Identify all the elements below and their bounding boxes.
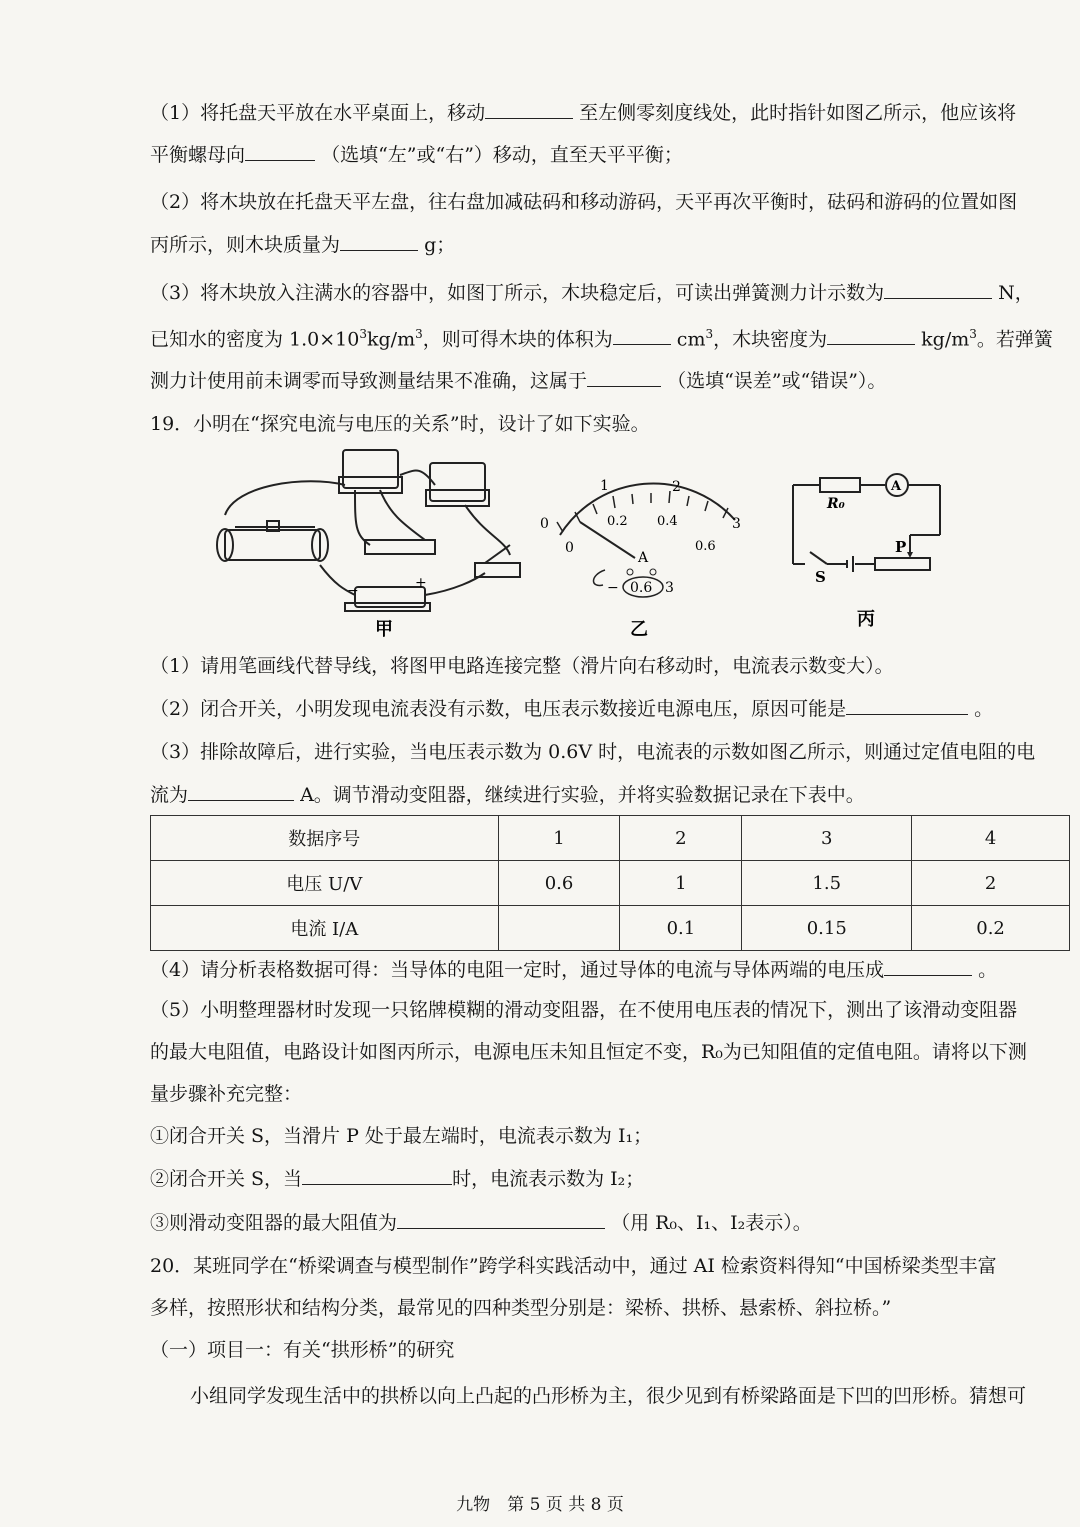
scale-top-0: 0 — [540, 516, 549, 532]
text: cm — [676, 328, 706, 351]
superscript: 3 — [359, 327, 367, 341]
q19-step3 — [150, 1208, 812, 1237]
text: （5）小明整理器材时发现一只铭牌模糊的滑动变阻器，在不使用电压表的情况下，测出了该滑动变阻器 — [150, 999, 1018, 1021]
answer-blank[interactable] — [827, 324, 915, 345]
table-cell: 1 — [620, 861, 742, 906]
figure-jia-apparatus — [205, 445, 535, 645]
text: （用 R₀、I₁、I₂表示）。 — [611, 1212, 812, 1234]
voltmeter — [343, 450, 398, 488]
table-row — [151, 906, 1070, 951]
text: 19．小明在“探究电流与电压的关系”时，设计了如下实验。 — [150, 413, 650, 435]
unit-label: A — [638, 550, 649, 566]
q19-part5-line2 — [150, 1038, 1027, 1066]
superscript: 3 — [969, 327, 977, 341]
text: kg/m — [367, 328, 416, 351]
q19-intro — [150, 410, 650, 438]
wire — [225, 481, 345, 515]
figure-label-bing: 丙 — [857, 609, 875, 630]
scale-top-3: 3 — [732, 516, 741, 532]
text: （选填“左”或“右”）移动，直至天平平衡； — [321, 144, 683, 166]
table-cell: 数据序号 — [151, 816, 499, 861]
q19-part3-line2 — [150, 780, 865, 809]
r0-label: R₀ — [827, 496, 845, 512]
q19-part1 — [150, 652, 894, 680]
q19-step2 — [150, 1164, 644, 1193]
answer-blank[interactable] — [587, 366, 661, 387]
text: （选填“误差”或“错误”）。 — [667, 370, 887, 392]
table-cell: 3 — [742, 816, 912, 861]
table-cell: 4 — [912, 816, 1070, 861]
wire — [380, 490, 425, 540]
text: （4）请分析表格数据可得：当导体的电阻一定时，通过导体的电流与导体两端的电压成 — [150, 959, 885, 981]
wire — [593, 570, 605, 585]
text: 时，电流表示数为 I₂； — [452, 1168, 645, 1190]
terminal — [627, 569, 633, 575]
q19-part4 — [150, 955, 997, 984]
q19-step1 — [150, 1122, 652, 1150]
scale-top-1: 1 — [600, 478, 609, 494]
text: （一）项目一：有关“拱形桥”的研究 — [150, 1339, 455, 1361]
table-cell: 0.15 — [742, 906, 912, 951]
text: （3）排除故障后，进行实验，当电压表示数为 0.6V 时，电流表的示数如图乙所示，则通过定值电阻的电 — [150, 741, 1036, 763]
table-cell: 1.5 — [742, 861, 912, 906]
text: 。若弹簧 — [976, 328, 1053, 351]
text: A。调节滑动变阻器，继续进行实验，并将实验数据记录在下表中。 — [300, 784, 865, 806]
resistor — [365, 540, 435, 554]
answer-blank[interactable] — [397, 1208, 605, 1229]
q18-part2-line1 — [150, 188, 1017, 216]
text: 的最大电阻值，电路设计如图丙所示，电源电压未知且恒定不变，R₀为已知阻值的定值电阻。请将以下测 — [150, 1041, 1027, 1063]
battery-minus-label: − — [347, 583, 359, 599]
table-row — [151, 861, 1070, 906]
terminal-minus: − — [607, 580, 619, 596]
text: 。 — [974, 698, 994, 720]
voltmeter-base — [339, 477, 402, 493]
text: 。 — [978, 959, 998, 981]
figure-yi-ammeter-dial — [535, 470, 755, 645]
q20-line2 — [150, 1294, 891, 1322]
text: 平衡螺母向 — [150, 144, 246, 166]
superscript: 3 — [705, 327, 714, 341]
text: 20．某班同学在“桥梁调查与模型制作”跨学科实践活动中，通过 AI 检索资料得知“中国桥梁类型丰富 — [150, 1255, 997, 1277]
text: （2）将木块放在托盘天平左盘，往右盘加减砝码和移动游码，天平再次平衡时，砝码和游码的位置如图 — [150, 191, 1018, 213]
table-cell: 电流 I/A — [151, 906, 499, 951]
terminal-3: 3 — [665, 580, 674, 596]
text: 量步骤补充完整： — [150, 1083, 303, 1105]
text: 小组同学发现生活中的拱桥以向上凸起的凸形桥为主，很少见到有桥梁路面是下凹的凹形桥。猜想可 — [190, 1385, 1027, 1407]
figure-bing-circuit — [785, 470, 955, 635]
table-cell-empty[interactable] — [498, 906, 620, 951]
text: 多样，按照形状和结构分类，最常见的四种类型分别是：梁桥、拱桥、悬索桥、斜拉桥。” — [150, 1297, 892, 1319]
q18-part3-line3 — [150, 366, 886, 395]
page-footer: 九物 第 5 页 共 8 页 — [456, 1495, 624, 1515]
superscript: 3 — [415, 327, 423, 341]
answer-blank[interactable] — [485, 98, 573, 119]
resistor-r0 — [820, 478, 860, 492]
text: （3）将木块放入注满水的容器中，如图丁所示，木块稳定后，可读出弹簧测力计示数为 — [150, 282, 885, 304]
q18-part1-line2 — [150, 140, 683, 169]
terminal-06: 0.6 — [630, 580, 653, 596]
terminal — [650, 569, 656, 575]
ammeter-letter: A — [891, 479, 902, 494]
battery-plus-label: + — [415, 575, 427, 591]
table-cell: 0.1 — [620, 906, 742, 951]
text: 测力计使用前未调零而导致测量结果不准确，这属于 — [150, 370, 588, 392]
text: 已知水的密度为 1.0×10 — [150, 328, 360, 351]
answer-blank[interactable] — [884, 278, 992, 299]
table-cell: 电压 U/V — [151, 861, 499, 906]
q19-part3-line1 — [150, 738, 1035, 766]
q20-section-heading — [150, 1336, 454, 1364]
q19-part2 — [150, 694, 993, 723]
switch-symbol — [810, 552, 827, 564]
q19-part5-line3 — [150, 1080, 302, 1108]
q18-part3-line1 — [150, 278, 1034, 307]
figure-label-jia: 甲 — [375, 619, 393, 640]
data-table — [150, 815, 1070, 951]
scale-bottom-04: 0.4 — [657, 514, 678, 529]
answer-blank[interactable] — [245, 140, 315, 161]
q19-part5-line1 — [150, 996, 1017, 1024]
wire — [465, 505, 510, 555]
table-cell: 1 — [498, 816, 620, 861]
text: （1）请用笔画线代替导线，将图甲电路连接完整（滑片向右移动时，电流表示数变大）。 — [150, 655, 894, 677]
text: ，木块密度为 — [713, 328, 828, 351]
slider-p-label: P — [895, 538, 907, 556]
answer-blank[interactable] — [846, 694, 968, 715]
scale-bottom-06: 0.6 — [695, 539, 716, 554]
rheostat — [225, 530, 320, 560]
text: （2）闭合开关，小明发现电流表没有示数，电压表示数接近电源电压，原因可能是 — [150, 698, 847, 720]
table-cell: 0.6 — [498, 861, 620, 906]
q18-part3-line2 — [150, 320, 1053, 353]
scale-bottom-02: 0.2 — [607, 514, 628, 529]
q20-line4 — [190, 1382, 1026, 1410]
table-cell: 2 — [620, 816, 742, 861]
ammeter-base — [426, 490, 489, 506]
text: 流为 — [150, 784, 189, 806]
text: 至左侧零刻度线处，此时指针如图乙所示，他应该将 — [579, 102, 1017, 124]
figure-label-yi: 乙 — [630, 619, 648, 640]
rheostat-symbol — [875, 558, 930, 570]
q20-line1 — [150, 1252, 997, 1280]
text: kg/m — [921, 328, 970, 351]
text: g； — [424, 234, 456, 256]
table-cell: 2 — [912, 861, 1070, 906]
answer-blank[interactable] — [188, 780, 294, 801]
table-row — [151, 816, 1070, 861]
text: ①闭合开关 S，当滑片 P 处于最左端时，电流表示数为 I₁； — [150, 1125, 653, 1147]
q18-part2-line2 — [150, 230, 455, 259]
text: N， — [998, 282, 1034, 304]
ammeter — [430, 463, 485, 501]
text: ③则滑动变阻器的最大阻值为 — [150, 1212, 398, 1234]
scale-bottom-0: 0 — [565, 540, 574, 556]
text: ，则可得木块的体积为 — [422, 328, 613, 351]
text: ②闭合开关 S，当 — [150, 1168, 303, 1190]
answer-blank[interactable] — [613, 324, 671, 345]
q18-part1-line1 — [150, 98, 1016, 127]
scale-top-2: 2 — [672, 479, 681, 495]
text: （1）将托盘天平放在水平桌面上，移动 — [150, 102, 486, 124]
table-cell: 0.2 — [912, 906, 1070, 951]
answer-blank[interactable] — [340, 230, 418, 251]
switch-s-label: S — [815, 568, 826, 586]
text: 丙所示，则木块质量为 — [150, 234, 341, 256]
answer-blank[interactable] — [884, 955, 972, 976]
answer-blank[interactable] — [302, 1164, 452, 1185]
wire — [355, 490, 370, 545]
